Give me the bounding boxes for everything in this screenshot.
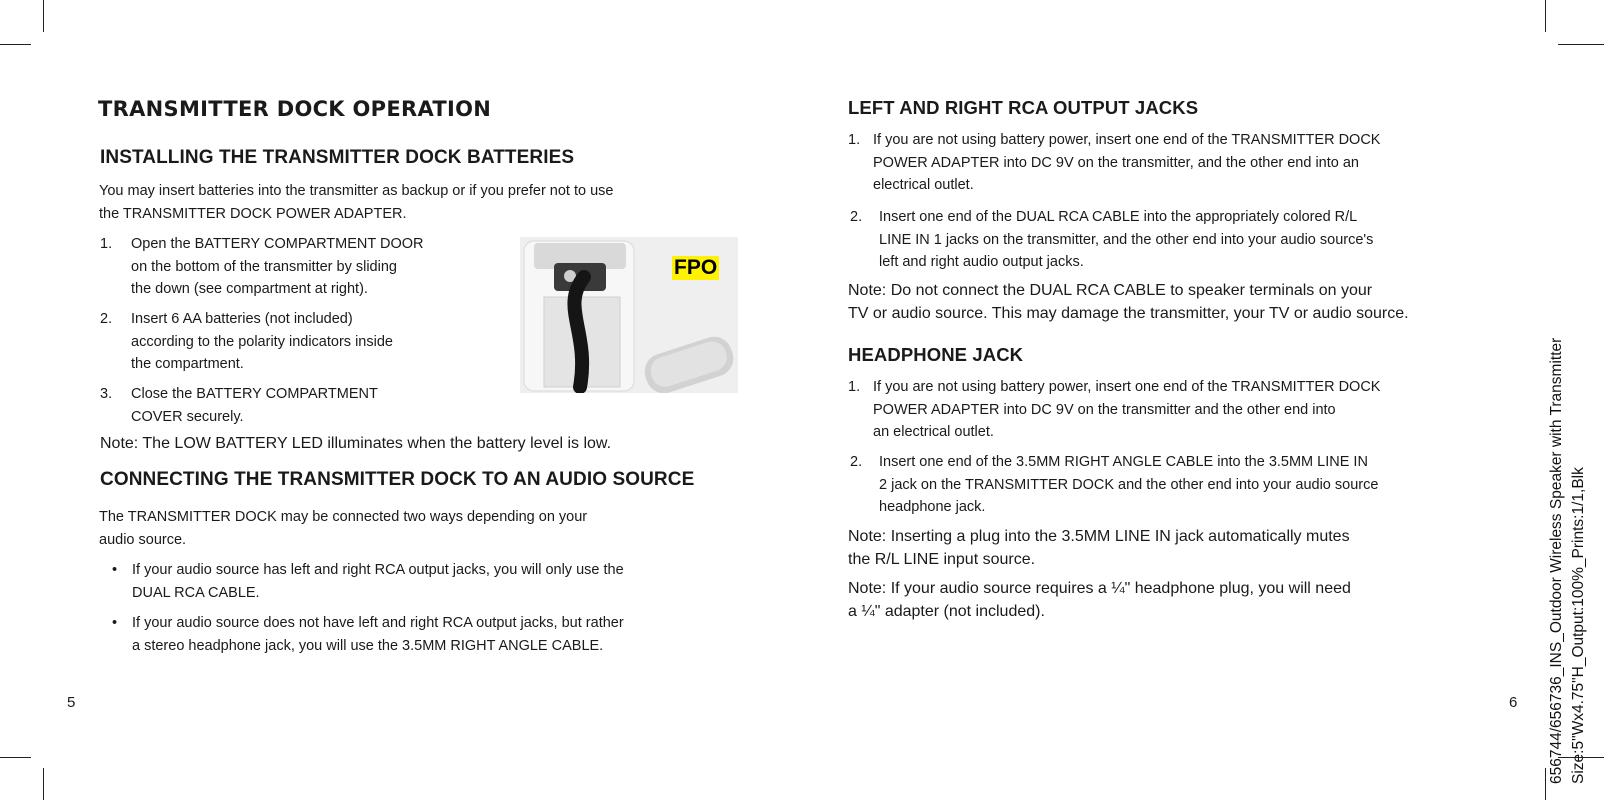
list-item: • If your audio source has left and right RCA output jacks, you will only use the DUAL RCA CABLE.: [112, 562, 624, 601]
print-slug: 656744/656736_INS_Outdoor Wireless Speaker with Transmitter Size:5"Wx4.75"H_Output:100%_Prints:1/1,Blk: [1548, 337, 1587, 784]
list-item: 1. If you are not using battery power, insert one end of the TRANSMITTER DOCK POWER ADAPTER into DC 9V on the transmitter and the other end into an electrical outlet.: [848, 379, 1381, 440]
connect-intro: The TRANSMITTER DOCK may be connected two ways depending on your audio source.: [99, 509, 588, 548]
rca-warning-note: Note: Do not connect the DUAL RCA CABLE to speaker terminals on your TV or audio source. This may damage the transmitter, your TV or audio source.: [848, 282, 1409, 322]
line-in-mute-note: Note: Inserting a plug into the 3.5MM LINE IN jack automatically mutes the R/L LINE input source.: [848, 528, 1350, 568]
list-item: 2. Insert one end of the 3.5MM RIGHT ANGLE CABLE into the 3.5MM LINE IN 2 jack on the TRANSMITTER DOCK and the other end into your audio source headphone jack.: [850, 454, 1379, 515]
fpo-label: FPO: [674, 256, 718, 279]
list-item: • If your audio source does not have left and right RCA output jacks, but rather a stereo headphone jack, you will use the 3.5MM RIGHT ANGLE CABLE.: [112, 615, 624, 654]
crop-mark: [1545, 0, 1546, 32]
adapter-note: Note: If your audio source requires a ¼" headphone plug, you will need a ¼" adapter (not included).: [848, 580, 1351, 620]
crop-mark: [43, 768, 44, 800]
rca-jacks-heading: LEFT AND RIGHT RCA OUTPUT JACKS: [848, 97, 1199, 118]
page-title: TRANSMITTER DOCK OPERATION: [98, 97, 492, 121]
list-item: 3. Close the BATTERY COMPARTMENT COVER securely.: [100, 386, 378, 425]
list-item: 1. Open the BATTERY COMPARTMENT DOOR on the bottom of the transmitter by sliding the down (see compartment at right).: [100, 236, 424, 297]
list-item: 2. Insert 6 AA batteries (not included) according to the polarity indicators inside the compartment.: [100, 311, 393, 372]
headphone-jack-heading: HEADPHONE JACK: [848, 344, 1024, 365]
crop-mark: [43, 0, 44, 32]
install-intro: You may insert batteries into the transmitter as backup or if you prefer not to use the TRANSMITTER DOCK POWER ADAPTER.: [99, 183, 614, 222]
connect-audio-heading: CONNECTING THE TRANSMITTER DOCK TO AN AUDIO SOURCE: [100, 469, 695, 490]
install-batteries-heading: INSTALLING THE TRANSMITTER DOCK BATTERIES: [100, 147, 575, 168]
list-item: 2. Insert one end of the DUAL RCA CABLE into the appropriately colored R/L LINE IN 1 jacks on the transmitter, and the other end into your audio source's left and right audio output jacks.: [850, 209, 1374, 270]
list-item: 1. If you are not using battery power, insert one end of the TRANSMITTER DOCK POWER ADAPTER into DC 9V on the transmitter, and the other end into an electrical outlet.: [848, 132, 1381, 193]
crop-mark: [0, 44, 31, 45]
low-battery-note: Note: The LOW BATTERY LED illuminates when the battery level is low.: [100, 435, 612, 452]
page-number-right: 6: [1509, 694, 1518, 711]
page-number-left: 5: [67, 694, 76, 711]
crop-mark: [0, 757, 31, 758]
crop-mark: [1558, 44, 1604, 45]
